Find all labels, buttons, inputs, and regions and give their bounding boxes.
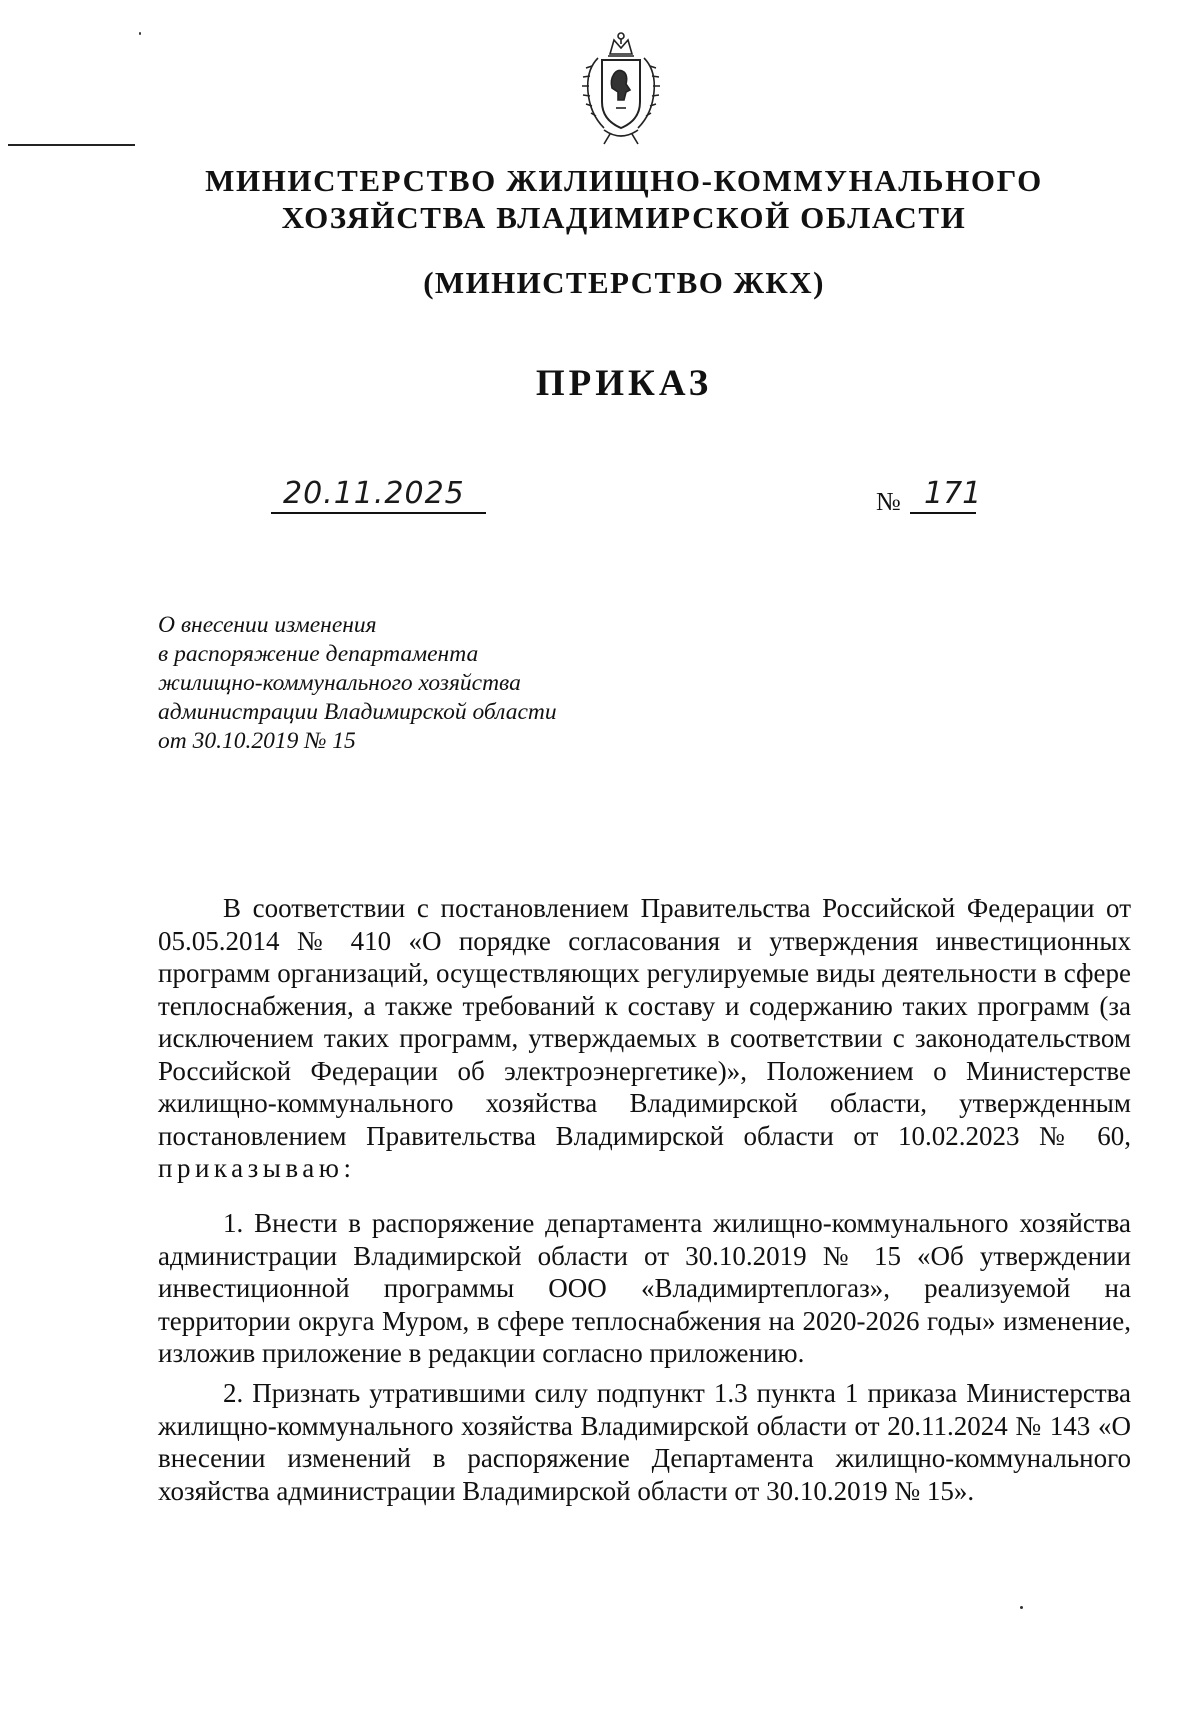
date-underline xyxy=(271,512,486,514)
subject-line: жилищно-коммунального хозяйства xyxy=(158,670,521,696)
handwritten-number: 171 xyxy=(924,476,982,511)
ministry-name-line-1: МИНИСТЕРСТВО ЖИЛИЩНО-КОММУНАЛЬНОГО xyxy=(205,163,1043,198)
document-type: ПРИКАЗ xyxy=(535,363,713,404)
order-date-field xyxy=(271,476,486,516)
preamble-text: В соответствии с постановлением Правительства Российской Федерации от 05.05.2014 № 410 «О порядке согласования и утверждения инвестиционных программ организаций, осуществляющих регулируемые виды деятельности в сфере теплоснабжения, а также требований к составу и содержанию таких программ (за исключением таких программ, утверждаемых в соответствии с законодательством Российской Федерации об электроэнергетике)», Положением о Министерстве жилищно-коммунального хозяйства Владимирской области, утвержденным постановлением Правительства Владимирской области от 10.02.2023 № 60, xyxy=(158,893,1131,1151)
order-word: приказываю: xyxy=(158,1153,356,1183)
handwritten-date: 20.11.2025 xyxy=(283,476,465,511)
ministry-name-line-2: ХОЗЯЙСТВА ВЛАДИМИРСКОЙ ОБЛАСТИ xyxy=(281,200,967,235)
preamble-paragraph xyxy=(158,892,1131,1185)
order-number-field xyxy=(876,476,982,516)
number-sign: № xyxy=(876,487,901,516)
ministry-abbreviation: (МИНИСТЕРСТВО ЖКХ) xyxy=(423,265,825,300)
scan-artifact-line xyxy=(8,144,135,146)
subject-line: от 30.10.2019 № 15 xyxy=(158,728,356,754)
subject-line: администрации Владимирской области xyxy=(158,699,557,725)
order-item-2: 2. Признать утратившими силу подпункт 1.3 пункта 1 приказа Министерства жилищно-коммунального хозяйства Владимирской области от 20.11.2024 № 143 «О внесении изменений в распоряжение Департамента жилищно-коммунального хозяйства администрации Владимирской области от 30.10.2019 № 15». xyxy=(158,1378,1131,1506)
ministry-name xyxy=(0,162,1200,236)
order-subject xyxy=(158,611,628,756)
coat-of-arms-emblem xyxy=(574,30,668,148)
scan-speck xyxy=(139,32,141,35)
subject-line: О внесении изменения xyxy=(158,612,377,638)
scan-speck xyxy=(1020,1606,1023,1609)
order-item-1: 1. Внести в распоряжение департамента жилищно-коммунального хозяйства администрации Владимирской области от 30.10.2019 № 15 «Об утверждении инвестиционной программы ООО «Владимиртеплогаз», реализуемой на территории округа Муром, в сфере теплоснабжения на 2020-2026 годы» изменение, изложив приложение в редакции согласно приложению. xyxy=(158,1208,1131,1368)
number-underline xyxy=(910,512,976,514)
subject-line: в распоряжение департамента xyxy=(158,641,479,667)
